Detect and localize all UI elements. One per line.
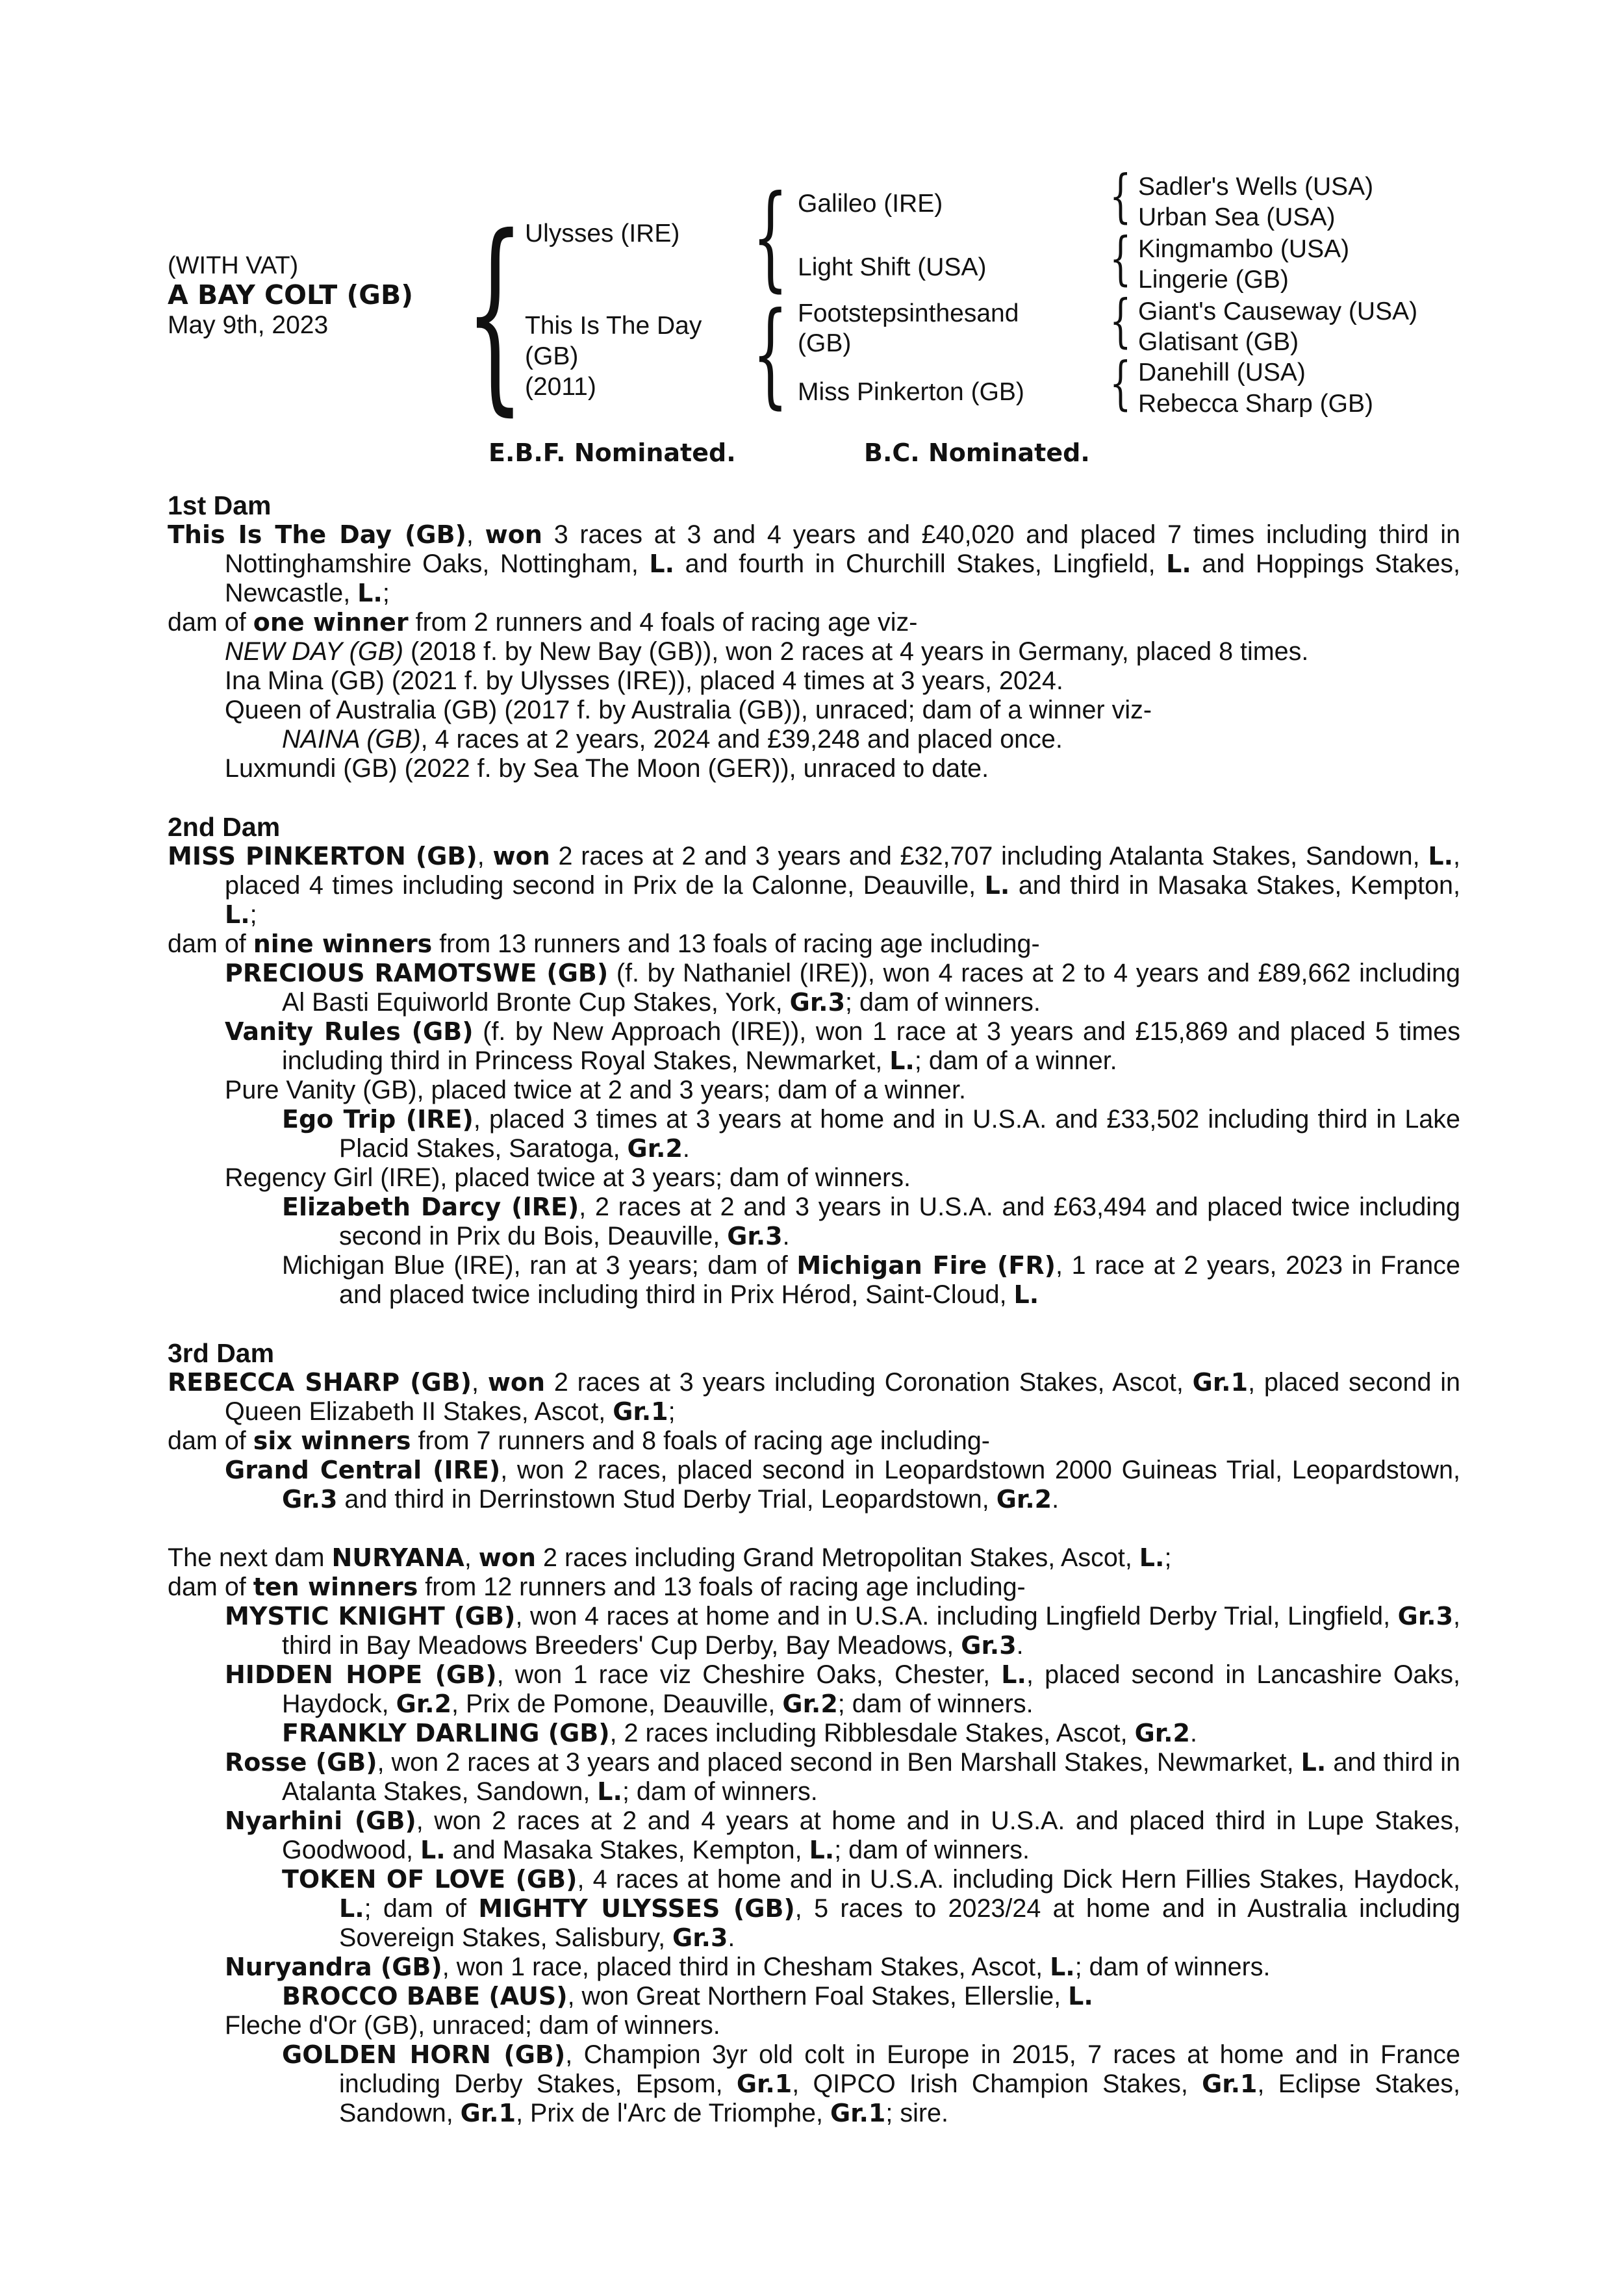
entry-text: , Prix de Pomone, Deauville,	[451, 1690, 783, 1719]
bold-text: Grand Central (IRE)	[225, 1456, 501, 1485]
bold-text: won	[487, 1368, 546, 1397]
brace-dd: {	[1110, 349, 1132, 416]
section-gap	[168, 1310, 1460, 1339]
entry-text: (f. by New Approach (IRE)), won 1 race at 3 years and £15,869 and placed 5 times including third in Princess Royal Stakes, Newmarket,	[282, 1017, 1460, 1076]
brace-ss: {	[1110, 162, 1132, 229]
entry-text: and Masaka Stakes, Kempton,	[445, 1836, 809, 1865]
bold-text: Nyarhini (GB)	[225, 1807, 416, 1836]
bold-text: Gr.3	[1397, 1602, 1454, 1631]
pedigree-entry	[168, 1105, 1460, 1163]
entry-text: and fourth in Churchill Stakes, Lingfield,	[674, 550, 1167, 579]
bold-text: Gr.3	[789, 988, 846, 1017]
bold-text: Gr.2	[396, 1690, 452, 1719]
ancestor-dsd: Glatisant (GB)	[1138, 328, 1299, 356]
entry-text: , Eclipse Stakes, Sandown,	[339, 2070, 1460, 2128]
bold-text: L.	[649, 550, 675, 579]
dam-name-line: (2011)	[525, 373, 596, 401]
bold-text: REBECCA SHARP (GB)	[168, 1368, 472, 1397]
italic-text: NAINA (GB)	[282, 725, 421, 754]
dam-name	[525, 311, 702, 402]
entry-text: , placed second in Lancashire Oaks, Haydock,	[282, 1660, 1460, 1719]
pedigree-entry	[168, 930, 1460, 959]
bold-text: Michigan Fire (FR)	[796, 1251, 1056, 1280]
pedigree-entry	[168, 1163, 1460, 1193]
entry-text: .	[728, 1923, 735, 1953]
section-gap	[168, 783, 1460, 813]
entry-text: 2 races at 3 years including Coronation Stakes, Ascot,	[545, 1368, 1193, 1397]
dam-sire-name-line: Footstepsinthesand	[798, 299, 1019, 327]
entry-text: from 13 runners and 13 foals of racing age including-	[432, 930, 1040, 959]
pedigree-entry	[168, 1953, 1460, 1982]
ebf-nomination: E.B.F. Nominated.	[488, 438, 736, 467]
bold-text: Gr.3	[672, 1923, 728, 1953]
bold-text: L.	[1300, 1748, 1326, 1777]
entry-text: , Prix de l'Arc de Triomphe,	[516, 2099, 830, 2128]
entry-text: Queen of Australia (GB) (2017 f. by Australia (GB)), unraced; dam of a winner viz-	[225, 696, 1152, 725]
entry-text: ,	[472, 1368, 488, 1397]
entry-text: (2018 f. by New Bay (GB)), won 2 races at 4 years in Germany, placed 8 times.	[403, 637, 1309, 666]
bold-text: BROCCO BABE (AUS)	[282, 1982, 568, 2011]
entry-text: , placed second in Queen Elizabeth II Stakes, Ascot,	[225, 1368, 1460, 1426]
pedigree-entry	[168, 1982, 1460, 2011]
pedigree-entry	[168, 1076, 1460, 1105]
bc-nomination: B.C. Nominated.	[864, 438, 1090, 467]
dam-dam-name: Miss Pinkerton (GB)	[798, 378, 1024, 406]
bold-text: Gr.1	[613, 1397, 668, 1426]
pedigree-entry	[168, 1573, 1460, 1602]
bold-text: L.	[339, 1894, 364, 1923]
bold-text: L.	[889, 1046, 915, 1076]
entry-text: from 7 runners and 8 foals of racing age including-	[411, 1426, 990, 1456]
pedigree-entry	[168, 1456, 1460, 1514]
bold-text: L.	[1013, 1280, 1039, 1310]
pedigree-entry	[168, 608, 1460, 637]
entry-text: from 2 runners and 4 foals of racing age viz-	[408, 608, 918, 637]
pedigree-entry	[168, 1660, 1460, 1719]
entry-text: and Hoppings Stakes, Newcastle,	[225, 550, 1460, 608]
vat-label: (WITH VAT)	[168, 252, 299, 279]
pedigree-entry	[168, 1807, 1460, 1865]
entry-text: , won 1 race viz Cheshire Oaks, Chester,	[496, 1660, 1002, 1690]
bold-text: L.	[1428, 842, 1454, 871]
entry-text: 2 races including Grand Metropolitan Stakes, Ascot,	[536, 1543, 1139, 1573]
bold-text: won	[478, 1543, 537, 1573]
entry-text: from 12 runners and 13 foals of racing age including-	[418, 1573, 1026, 1602]
section-gap	[168, 1514, 1460, 1543]
entry-text: .	[682, 1134, 690, 1163]
entry-text: , placed 4 times including second in Prix de la Calonne, Deauville,	[225, 842, 1461, 900]
bold-text: MYSTIC KNIGHT (GB)	[225, 1602, 516, 1631]
entry-text: ; dam of a winner.	[914, 1046, 1117, 1076]
bold-text: Gr.1	[460, 2099, 516, 2128]
entry-text: and third in Atalanta Stakes, Sandown,	[282, 1748, 1461, 1807]
entry-text: ,	[477, 842, 493, 871]
section-title: 1st Dam	[168, 490, 272, 520]
brace-sd: {	[1110, 225, 1132, 292]
bold-text: won	[492, 842, 550, 871]
section-title: 2nd Dam	[168, 812, 281, 843]
ancestor-ssd: Urban Sea (USA)	[1138, 203, 1336, 231]
pedigree-entry	[168, 1426, 1460, 1456]
bold-text: Gr.1	[1192, 1368, 1249, 1397]
entry-text: , won 4 races at home and in U.S.A. including Lingfield Derby Trial, Lingfield,	[515, 1602, 1398, 1631]
entry-text: , 2 races at 2 and 3 years in U.S.A. and £63,494 and placed twice including second in Prix du Bois, Deauville,	[339, 1193, 1460, 1251]
pedigree-entry	[168, 2040, 1460, 2128]
pedigree-entry	[168, 2011, 1460, 2040]
pedigree-entry	[168, 1543, 1460, 1573]
entry-text: 3 races at 3 and 4 years and £40,020 and placed 7 times including third in Nottinghamshire Oaks, Nottingham,	[225, 520, 1460, 579]
bold-text: L.	[1050, 1953, 1075, 1982]
bold-text: Vanity Rules (GB)	[225, 1017, 474, 1046]
bold-text: L.	[1068, 1982, 1093, 2011]
pedigree-entry	[168, 1748, 1460, 1807]
entry-text: .	[1190, 1719, 1197, 1748]
sire-sire-name: Galileo (IRE)	[798, 190, 943, 218]
entry-text: ; dam of	[364, 1894, 479, 1923]
ancestor-sds: Kingmambo (USA)	[1138, 235, 1350, 263]
entry-text: , 5 races to 2023/24 at home and in Australia including Sovereign Stakes, Salisbury,	[339, 1894, 1460, 1953]
bold-text: nine winners	[253, 930, 433, 959]
bold-text: Gr.3	[282, 1485, 338, 1514]
bold-text: Rosse (GB)	[225, 1748, 377, 1777]
entry-text: Luxmundi (GB) (2022 f. by Sea The Moon (GER)), unraced to date.	[225, 754, 989, 783]
entry-text: dam of	[168, 1573, 253, 1602]
horse-name: A BAY COLT (GB)	[168, 279, 413, 311]
pedigree-entry	[168, 842, 1460, 930]
entry-text: dam of	[168, 1426, 253, 1456]
entry-text: Ina Mina (GB) (2021 f. by Ulysses (IRE)), placed 4 times at 3 years, 2024.	[225, 666, 1063, 696]
entry-text: , Champion 3yr old colt in Europe in 2015, 7 races at home and in France including Derby Stakes, Epsom,	[339, 2040, 1460, 2099]
entry-text: , 4 races at 2 years, 2024 and £39,248 and placed once.	[420, 725, 1063, 754]
entry-text: ;	[249, 900, 257, 930]
bold-text: Nuryandra (GB)	[225, 1953, 442, 1982]
family-details	[168, 491, 1460, 2128]
bold-text: Gr.2	[627, 1134, 683, 1163]
entry-text: , 1 race at 2 years, 2023 in France and placed twice including third in Prix Hérod, Saint-Cloud,	[339, 1251, 1460, 1310]
pedigree-entry	[168, 666, 1460, 696]
entry-text: ; dam of winners.	[622, 1777, 818, 1807]
pedigree-entry	[168, 754, 1460, 783]
entry-text: Fleche d'Or (GB), unraced; dam of winners.	[225, 2011, 720, 2040]
entry-text: , 2 races including Ribblesdale Stakes, Ascot,	[609, 1719, 1135, 1748]
dam-sire-name	[798, 299, 1019, 359]
dam-name-line: (GB)	[525, 342, 579, 370]
entry-text: The next dam	[168, 1543, 332, 1573]
brace-dam: {	[752, 288, 789, 420]
pedigree-entry	[168, 696, 1460, 725]
entry-text: , 4 races at home and in U.S.A. including Dick Hern Fillies Stakes, Haydock,	[577, 1865, 1461, 1894]
pedigree-entry	[168, 637, 1460, 666]
entry-text: dam of	[168, 930, 253, 959]
entry-text: ,	[464, 1543, 479, 1573]
entry-text: ;	[382, 579, 390, 608]
bold-text: L.	[225, 900, 250, 930]
entry-text: 2 races at 2 and 3 years and £32,707 including Atalanta Stakes, Sandown,	[550, 842, 1428, 871]
entry-text: and third in Masaka Stakes, Kempton,	[1009, 871, 1460, 900]
entry-text: , won 2 races at 3 years and placed second in Ben Marshall Stakes, Newmarket,	[377, 1748, 1301, 1777]
entry-text: ,	[466, 520, 485, 550]
ancestor-dds: Danehill (USA)	[1138, 359, 1306, 387]
foaling-date: May 9th, 2023	[168, 311, 329, 339]
entry-text: , placed 3 times at 3 years at home and in U.S.A. and £33,502 including third in Lake Placid Stakes, Saratoga,	[339, 1105, 1460, 1163]
dam-sire-name-line: (GB)	[798, 329, 852, 357]
bold-text: L.	[984, 871, 1010, 900]
bold-text: FRANKLY DARLING (GB)	[282, 1719, 610, 1748]
bold-text: Gr.2	[996, 1485, 1052, 1514]
ancestor-ddd: Rebecca Sharp (GB)	[1138, 390, 1373, 418]
pedigree-entry	[168, 520, 1460, 608]
bold-text: L.	[357, 579, 383, 608]
bold-text: Ego Trip (IRE)	[282, 1105, 474, 1134]
dam-name-line: This Is The Day	[525, 312, 702, 340]
pedigree-entry	[168, 1865, 1460, 1953]
pedigree-entry	[168, 1193, 1460, 1251]
bold-text: PRECIOUS RAMOTSWE (GB)	[225, 959, 609, 988]
bold-text: L.	[1001, 1660, 1026, 1690]
bold-text: This Is The Day (GB)	[168, 520, 466, 550]
entry-text: .	[782, 1222, 790, 1251]
entry-text: , won 1 race, placed third in Chesham Stakes, Ascot,	[442, 1953, 1050, 1982]
bold-text: Gr.2	[1134, 1719, 1190, 1748]
entry-text: and third in Derrinstown Stud Derby Trial, Leopardstown,	[337, 1485, 996, 1514]
entry-text: Pure Vanity (GB), placed twice at 2 and 3 years; dam of a winner.	[225, 1076, 966, 1105]
entry-text: , third in Bay Meadows Breeders' Cup Derby, Bay Meadows,	[282, 1602, 1461, 1660]
entry-text: ; dam of winners.	[837, 1690, 1034, 1719]
entry-text: Michigan Blue (IRE), ran at 3 years; dam of	[282, 1251, 797, 1280]
brace-sire: {	[752, 171, 789, 303]
bold-text: TOKEN OF LOVE (GB)	[282, 1865, 577, 1894]
bold-text: NURYANA	[331, 1543, 464, 1573]
pedigree-entry	[168, 1251, 1460, 1310]
entry-text: , QIPCO Irish Champion Stakes,	[792, 2070, 1202, 2099]
entry-text: ; dam of winners.	[834, 1836, 1030, 1865]
sire-dam-name: Light Shift (USA)	[798, 253, 987, 281]
entry-text: dam of	[168, 608, 253, 637]
pedigree-entry	[168, 1719, 1460, 1748]
entry-text: ; sire.	[885, 2099, 948, 2128]
bold-text: L.	[809, 1836, 835, 1865]
entry-text: ; dam of winners.	[845, 988, 1041, 1017]
entry-text: ;	[1164, 1543, 1172, 1573]
pedigree-entry	[168, 1017, 1460, 1076]
bold-text: Gr.3	[961, 1631, 1017, 1660]
bold-text: L.	[597, 1777, 622, 1807]
bold-text: L.	[1139, 1543, 1165, 1573]
bold-text: Gr.1	[736, 2070, 793, 2099]
bold-text: HIDDEN HOPE (GB)	[225, 1660, 497, 1690]
ancestor-sss: Sadler's Wells (USA)	[1138, 173, 1374, 201]
bold-text: Gr.1	[1202, 2070, 1258, 2099]
entry-text: Regency Girl (IRE), placed twice at 3 years; dam of winners.	[225, 1163, 911, 1193]
bold-text: MIGHTY ULYSSES (GB)	[478, 1894, 795, 1923]
ancestor-sdd: Lingerie (GB)	[1138, 266, 1289, 294]
sire-name: Ulysses (IRE)	[525, 220, 680, 247]
entry-text: .	[1052, 1485, 1059, 1514]
bold-text: GOLDEN HORN (GB)	[282, 2040, 566, 2070]
entry-text: .	[1016, 1631, 1024, 1660]
bold-text: Gr.2	[782, 1690, 838, 1719]
bold-text: ten winners	[253, 1573, 418, 1602]
bold-text: L.	[1166, 550, 1191, 579]
entry-text: ; dam of winners.	[1074, 1953, 1271, 1982]
bold-text: six winners	[253, 1426, 411, 1456]
entry-text: , won Great Northern Foal Stakes, Ellerslie,	[567, 1982, 1069, 2011]
entry-text: , won 2 races at 2 and 4 years at home and in U.S.A. and placed third in Lupe Stakes, Goodwood,	[282, 1807, 1460, 1865]
bold-text: Gr.3	[727, 1222, 783, 1251]
pedigree-entry	[168, 959, 1460, 1017]
brace-gen1: {	[465, 192, 525, 434]
bold-text: one winner	[253, 608, 409, 637]
bold-text: Elizabeth Darcy (IRE)	[282, 1193, 579, 1222]
italic-text: NEW DAY (GB)	[225, 637, 404, 666]
pedigree-entry	[168, 725, 1460, 754]
brace-ds: {	[1110, 287, 1132, 354]
pedigree-entry	[168, 1368, 1460, 1426]
ancestor-dss: Giant's Causeway (USA)	[1138, 298, 1418, 325]
section-title: 3rd Dam	[168, 1338, 275, 1369]
pedigree-entry	[168, 1602, 1460, 1660]
entry-text: ;	[668, 1397, 676, 1426]
entry-text: (f. by Nathaniel (IRE)), won 4 races at 2 to 4 years and £89,662 including Al Basti Equiworld Bronte Cup Stakes, York,	[282, 959, 1460, 1017]
entry-text: , won 2 races, placed second in Leopardstown 2000 Guineas Trial, Leopardstown,	[500, 1456, 1460, 1485]
bold-text: Gr.1	[830, 2099, 886, 2128]
bold-text: L.	[420, 1836, 446, 1865]
bold-text: won	[485, 520, 542, 550]
bold-text: MISS PINKERTON (GB)	[168, 842, 477, 871]
